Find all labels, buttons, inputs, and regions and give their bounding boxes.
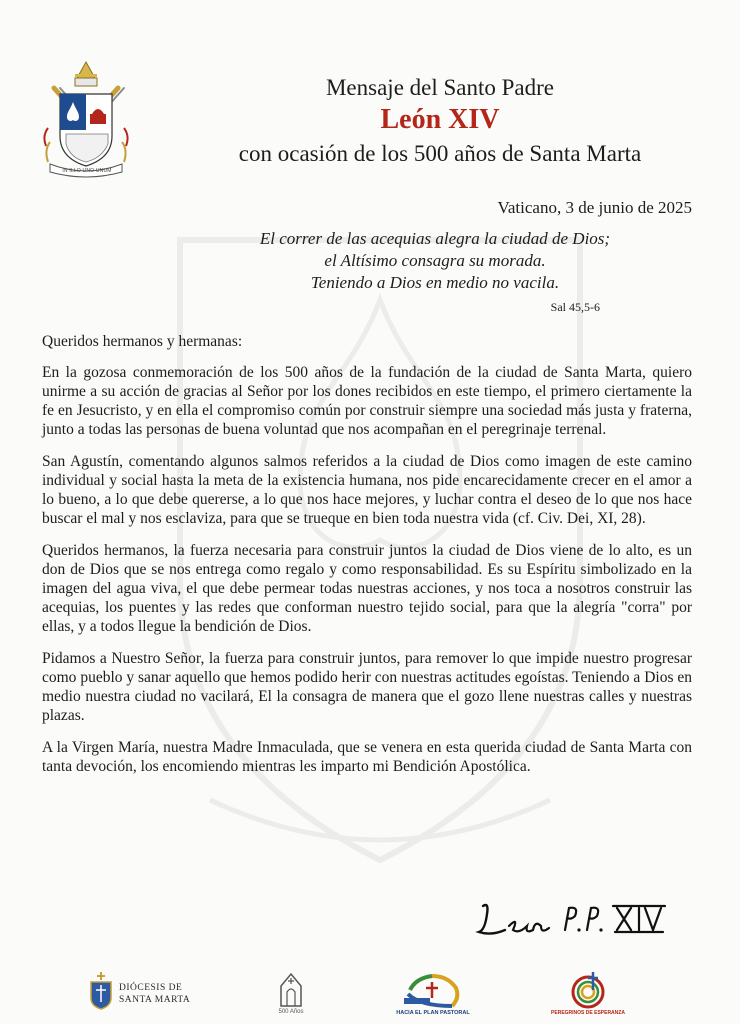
pilgrims-of-hope-text: PEREGRINOS DE ESPERANZA (551, 1010, 625, 1016)
letter-header (140, 74, 740, 168)
pilgrims-of-hope-icon (563, 970, 613, 1010)
header-line-3: con ocasión de los 500 años de Santa Marta (238, 141, 642, 166)
psalm-reference: Sal 45,5-6 (550, 300, 600, 314)
pastoral-plan-icon (398, 972, 466, 1012)
paragraph: Pidamos a Nuestro Señor, la fuerza para construir juntos, para remover lo que impide nuestro progresar como pueblo y sanar aquello que hemos podido herir con nuestras actitudes egoístas. Teniendo a Dios en medio nuestra ciudad no vacilará, El la consagra de manera que el gozo llene nuestras calles y nuestras plazas. (42, 650, 692, 724)
psalm-quote (225, 228, 645, 294)
salutation: Queridos hermanos y hermanas: (42, 333, 243, 350)
letter-body (42, 332, 692, 789)
anniversary-emblem-icon (277, 970, 305, 1008)
paragraph: Queridos hermanos, la fuerza necesaria para construir juntos la ciudad de Dios viene de lo alto, es un don de Dios que se nos entrega como regalo y como responsabilidad. Es su Espíritu simbolizado en la imagen del agua viva, el que debe permear todas nuestras acciones, y nos toca a nosotros construir las acequias, los puentes y las redes que conforman nuestro tejido social, para que la alegría "corra" por ellas, y a todos llegue la bendición de Dios. (42, 542, 692, 635)
pastoral-plan-text: HACIA EL PLAN PASTORAL (396, 1010, 470, 1016)
papal-signature (475, 896, 675, 940)
papal-coat-of-arms (40, 58, 132, 180)
diocese-name-line-2: SANTA MARTA (119, 995, 191, 1005)
pope-name: León XIV (380, 104, 500, 135)
psalm-line: Teniendo a Dios en medio no vacila. (310, 273, 560, 292)
diocese-crest-icon (88, 970, 114, 1010)
psalm-line: El correr de las acequias alegra la ciudad de Dios; (259, 229, 611, 248)
psalm-line: el Altísimo consagra su morada. (324, 251, 546, 270)
footer-logos (0, 968, 740, 1024)
letter-date: Vaticano, 3 de junio de 2025 (497, 198, 692, 217)
anniversary-logo-text: 500 Años (278, 1009, 304, 1015)
header-line-1: Mensaje del Santo Padre (325, 75, 555, 100)
paragraph: San Agustín, comentando algunos salmos referidos a la ciudad de Dios como imagen de este camino individual y social hasta la meta de la existencia humana, nos pide encarecidamente crecer en el amor a lo bueno, a lo que debe quererse, a lo que nos hace mejores, y luchar contra el deseo de lo que nos hace buscar el mal y nos esclaviza, para que se trueque en bien toda nuestra vida (cf. Civ. Dei, XI, 28). (42, 453, 692, 527)
diocese-name-line-1: DIÓCESIS DE (119, 983, 183, 993)
coat-motto: IN ILLO UNO UNUM (62, 168, 112, 174)
paragraph: A la Virgen María, nuestra Madre Inmaculada, que se venera en esta querida ciudad de Santa Marta con tanta devoción, los encomiendo mientras les imparto mi Bendición Apostólica. (42, 739, 692, 775)
paragraph: En la gozosa conmemoración de los 500 años de la fundación de la ciudad de Santa Marta, quiero unirme a su acción de gracias al Señor por los dones recibidos en este tiempo, el primero ciertamente la fe en Jesucristo, y en ella el compromiso común por construir siempre una sociedad más justa y fraterna, junto a todas las personas de buena voluntad que nos acompañan en el peregrinaje terrenal. (42, 364, 692, 438)
